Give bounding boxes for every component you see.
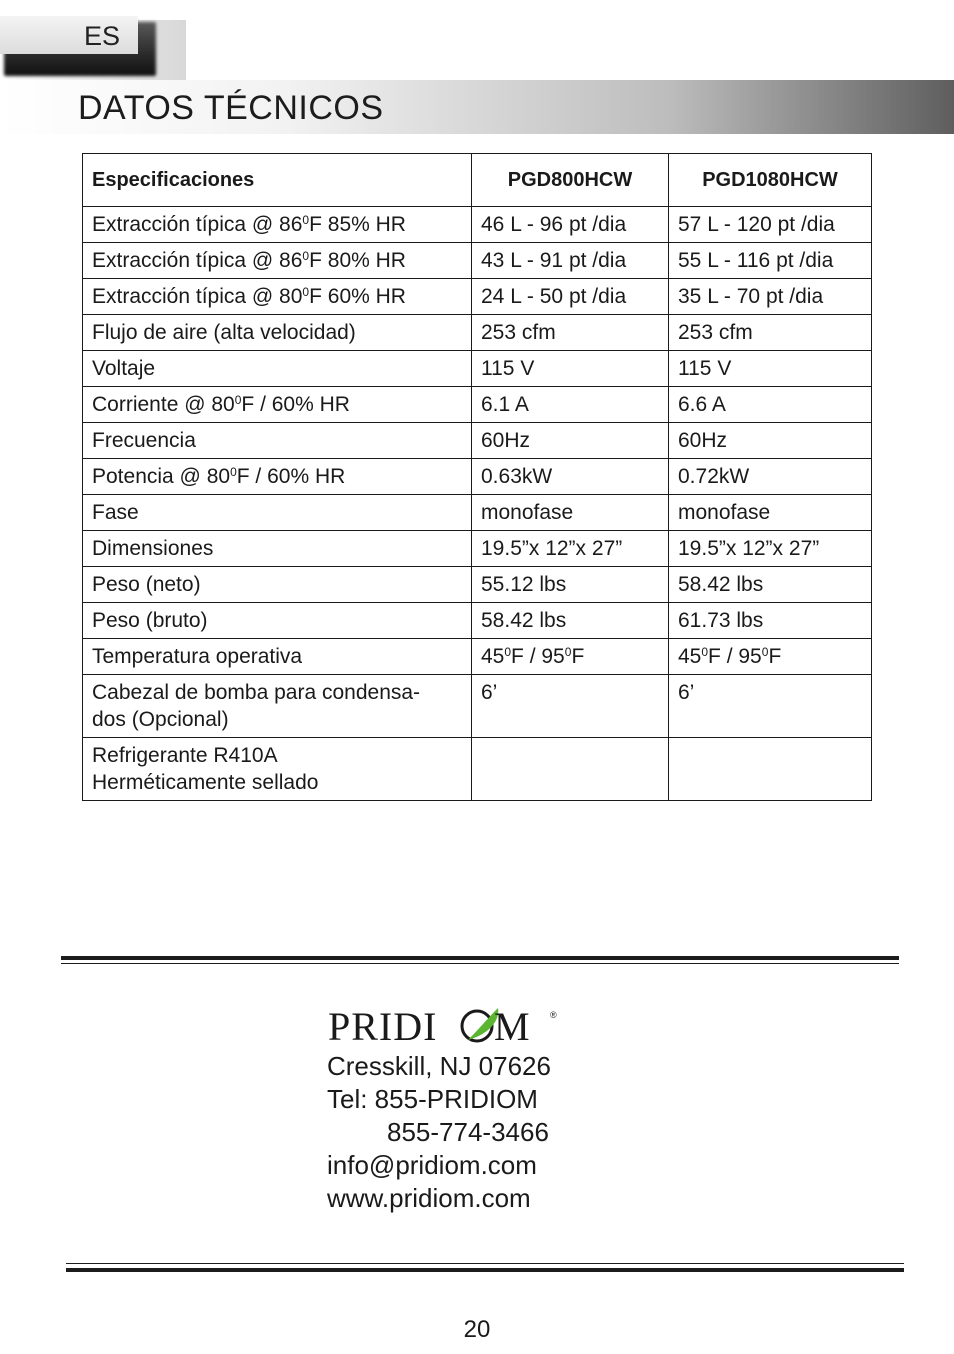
spec-label-cell: [83, 279, 472, 315]
table-header-row: [83, 154, 872, 207]
table-row: [83, 207, 872, 243]
degree-superscript: 0: [701, 645, 709, 659]
table-row: [83, 531, 872, 567]
table-row: [83, 351, 872, 387]
value-text: 35 L - 70 pt /dia: [678, 285, 824, 308]
spec-label-cell: [83, 423, 472, 459]
value-text-mid: F / 95: [511, 645, 565, 668]
value-text: 55.12 lbs: [481, 573, 567, 596]
spec-value-b: [669, 315, 872, 351]
spec-value-a: [472, 639, 669, 675]
spec-label-cell: [83, 738, 472, 801]
language-tab: ES: [0, 16, 138, 54]
spec-label-cell: [83, 243, 472, 279]
value-text: 60Hz: [481, 429, 531, 452]
value-text-tail: F: [768, 645, 782, 668]
value-text: 55 L - 116 pt /dia: [678, 249, 834, 272]
value-text: 253 cfm: [481, 321, 556, 344]
table-body: [83, 207, 872, 801]
spec-value-b: [669, 639, 872, 675]
svg-text:M: M: [494, 1004, 530, 1049]
degree-superscript: 0: [302, 249, 310, 263]
degree-superscript: 0: [302, 213, 310, 227]
degree-superscript: 0: [564, 645, 572, 659]
value-text: 0.63kW: [481, 465, 553, 488]
header-model-pgd1080hcw: PGD1080HCW: [669, 154, 872, 207]
spec-label-line2: Herméticamente sellado: [92, 771, 319, 794]
table-row: [83, 315, 872, 351]
divider-top: [61, 956, 899, 960]
leaf-o-icon: [462, 1008, 498, 1041]
spec-label-cell: [83, 459, 472, 495]
table-row: [83, 603, 872, 639]
spec-value-a: [472, 567, 669, 603]
spec-label: Cabezal de bomba para condensa-: [92, 681, 421, 704]
value-text: 24 L - 50 pt /dia: [481, 285, 627, 308]
spec-label-line2: dos (Opcional): [92, 708, 229, 731]
spec-value-b: [669, 207, 872, 243]
spec-label-tail: F 85% HR: [309, 213, 406, 236]
degree-superscript: 0: [302, 285, 310, 299]
spec-value-b: [669, 423, 872, 459]
spec-value-a: [472, 315, 669, 351]
spec-value-b: [669, 738, 872, 801]
divider-bottom: [66, 1268, 904, 1272]
spec-label-tail: F / 60% HR: [241, 393, 350, 416]
degree-superscript: 0: [504, 645, 512, 659]
spec-label-cell: [83, 387, 472, 423]
table-row: [83, 459, 872, 495]
spec-value-b: [669, 279, 872, 315]
value-text: 58.42 lbs: [678, 573, 764, 596]
value-text: monofase: [678, 501, 771, 524]
email[interactable]: info@pridiom.com: [327, 1150, 537, 1180]
spec-label-cell: [83, 351, 472, 387]
table-row: [83, 495, 872, 531]
spec-label: Temperatura operativa: [92, 645, 303, 668]
value-text: 115 V: [481, 357, 535, 380]
spec-label: Refrigerante R410A: [92, 744, 278, 767]
value-text-mid: F / 95: [708, 645, 762, 668]
spec-value-a: [472, 459, 669, 495]
spec-label: Frecuencia: [92, 429, 196, 452]
value-text: 0.72kW: [678, 465, 750, 488]
table-row: [83, 639, 872, 675]
spec-value-a: [472, 207, 669, 243]
spec-label: Extracción típica @ 80: [92, 285, 303, 308]
website[interactable]: www.pridiom.com: [327, 1183, 531, 1213]
value-text: 60Hz: [678, 429, 728, 452]
spec-value-b: [669, 459, 872, 495]
degree-superscript: 0: [761, 645, 769, 659]
contact-block: [327, 1050, 551, 1215]
degree-superscript: 0: [234, 393, 242, 407]
spec-label-cell: [83, 495, 472, 531]
spec-value-b: [669, 495, 872, 531]
svg-text:PRIDI: PRIDI: [328, 1004, 438, 1049]
spec-value-a: [472, 351, 669, 387]
value-text: 57 L - 120 pt /dia: [678, 213, 835, 236]
spec-value-a: [472, 423, 669, 459]
pridiom-logo: [328, 1002, 564, 1054]
spec-value-a: [472, 495, 669, 531]
spec-value-a: [472, 279, 669, 315]
table-row: [83, 279, 872, 315]
value-text: monofase: [481, 501, 574, 524]
spec-value-a: [472, 531, 669, 567]
value-text: 6’: [678, 681, 695, 704]
spec-value-b: [669, 351, 872, 387]
spec-label: Extracción típica @ 86: [92, 249, 303, 272]
page-number: 20: [463, 1316, 491, 1343]
spec-value-b: [669, 243, 872, 279]
spec-value-a: [472, 387, 669, 423]
spec-label-cell: [83, 603, 472, 639]
spec-value-b: [669, 675, 872, 738]
page-title: DATOS TÉCNICOS: [78, 89, 384, 127]
spec-label: Dimensiones: [92, 537, 214, 560]
table-row: [83, 243, 872, 279]
telephone: Tel: 855-PRIDIOM: [327, 1084, 538, 1114]
spec-label-cell: [83, 567, 472, 603]
spec-label: Flujo de aire (alta velocidad): [92, 321, 356, 344]
table-row: [83, 567, 872, 603]
value-text: 6.6 A: [678, 393, 726, 416]
spec-label: Fase: [92, 501, 139, 524]
value-text: 19.5”x 12”x 27”: [678, 537, 820, 560]
value-text: 45: [678, 645, 702, 668]
spec-value-a: [472, 603, 669, 639]
value-text: 58.42 lbs: [481, 609, 567, 632]
spec-value-a: [472, 738, 669, 801]
value-text: 253 cfm: [678, 321, 753, 344]
table-row: [83, 675, 872, 738]
value-text: 46 L - 96 pt /dia: [481, 213, 627, 236]
spec-value-b: [669, 567, 872, 603]
spec-label: Potencia @ 80: [92, 465, 231, 488]
spec-label: Peso (bruto): [92, 609, 208, 632]
phone-number: 855-774-3466: [387, 1117, 549, 1147]
value-text: 45: [481, 645, 505, 668]
spec-label-tail: F / 60% HR: [236, 465, 346, 488]
header-model-pgd800hcw: PGD800HCW: [472, 154, 669, 207]
divider-bottom-thin: [66, 1263, 904, 1264]
spec-label-tail: F 80% HR: [309, 249, 406, 272]
spec-value-a: [472, 243, 669, 279]
spec-value-b: [669, 387, 872, 423]
divider-top-thin: [61, 963, 899, 964]
spec-label-tail: F 60% HR: [309, 285, 406, 308]
value-text: 6.1 A: [481, 393, 529, 416]
spec-value-b: [669, 531, 872, 567]
header-specifications: Especificaciones: [83, 154, 472, 207]
degree-superscript: 0: [230, 465, 237, 479]
value-text: 6’: [481, 681, 498, 704]
specifications-table: [82, 153, 872, 801]
table-row: [83, 738, 872, 801]
table-row: [83, 387, 872, 423]
spec-value-b: [669, 603, 872, 639]
spec-label: Peso (neto): [92, 573, 201, 596]
value-text-tail: F: [571, 645, 585, 668]
address: Cresskill, NJ 07626: [327, 1051, 551, 1081]
spec-label-cell: [83, 531, 472, 567]
spec-label: Corriente @ 80: [92, 393, 235, 416]
spec-label-cell: [83, 675, 472, 738]
svg-text:®: ®: [550, 1010, 557, 1020]
spec-label-cell: [83, 207, 472, 243]
value-text: 19.5”x 12”x 27”: [481, 537, 623, 560]
value-text: 61.73 lbs: [678, 609, 764, 632]
spec-label-cell: [83, 639, 472, 675]
table-row: [83, 423, 872, 459]
value-text: 43 L - 91 pt /dia: [481, 249, 627, 272]
spec-label: Voltaje: [92, 357, 156, 380]
spec-label: Extracción típica @ 86: [92, 213, 303, 236]
spec-label-cell: [83, 315, 472, 351]
spec-value-a: [472, 675, 669, 738]
value-text: 115 V: [678, 357, 732, 380]
